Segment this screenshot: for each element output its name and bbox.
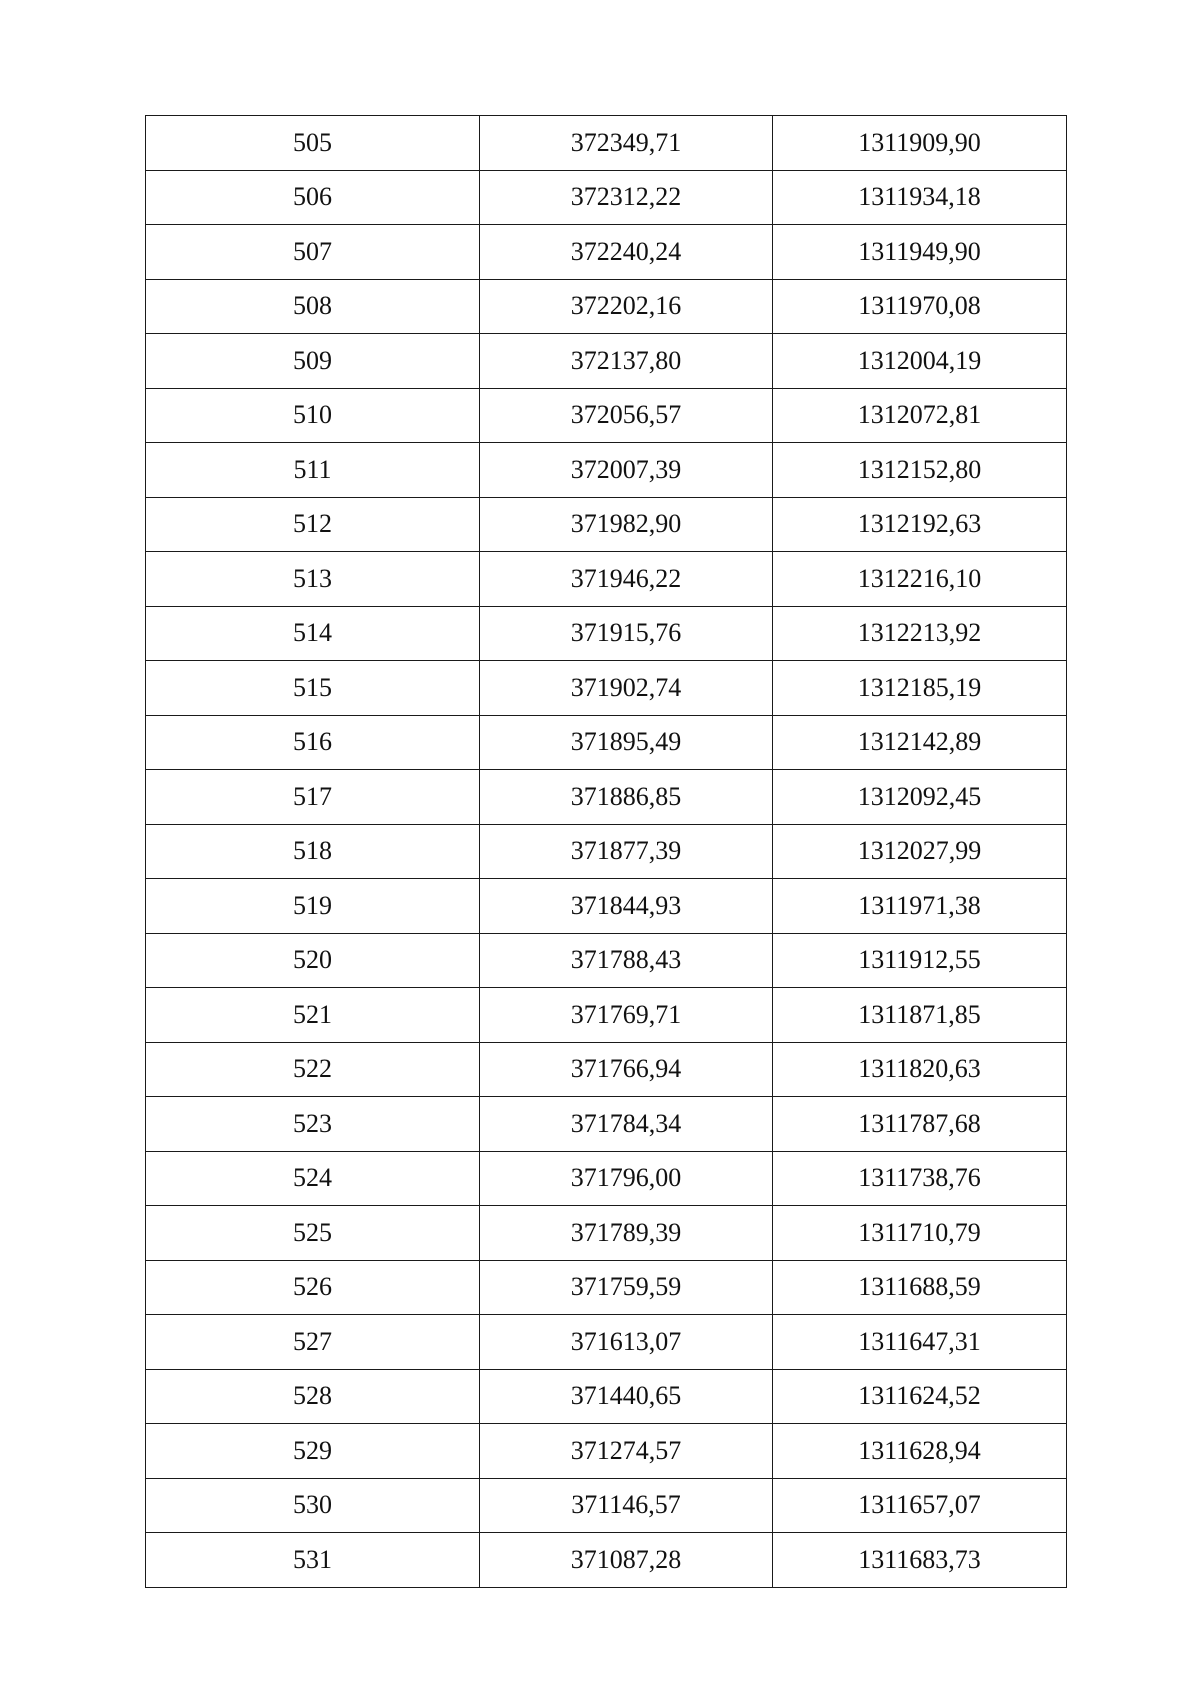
x-coordinate-cell: 372056,57 xyxy=(480,388,773,443)
table-row xyxy=(146,279,1067,334)
x-coordinate-cell: 371759,59 xyxy=(480,1260,773,1315)
y-coordinate-cell: 1311628,94 xyxy=(773,1424,1067,1479)
x-coordinate-cell: 371087,28 xyxy=(480,1533,773,1588)
x-coordinate-cell: 371784,34 xyxy=(480,1097,773,1152)
x-coordinate-cell: 371274,57 xyxy=(480,1424,773,1479)
table-row xyxy=(146,1151,1067,1206)
point-number-cell: 508 xyxy=(146,279,480,334)
point-number-cell: 524 xyxy=(146,1151,480,1206)
y-coordinate-cell: 1311970,08 xyxy=(773,279,1067,334)
x-coordinate-cell: 371789,39 xyxy=(480,1206,773,1261)
point-number-cell: 512 xyxy=(146,497,480,552)
y-coordinate-cell: 1312072,81 xyxy=(773,388,1067,443)
table-row xyxy=(146,1369,1067,1424)
table-row xyxy=(146,334,1067,389)
table-row xyxy=(146,1097,1067,1152)
x-coordinate-cell: 371886,85 xyxy=(480,770,773,825)
point-number-cell: 522 xyxy=(146,1042,480,1097)
point-number-cell: 505 xyxy=(146,116,480,171)
point-number-cell: 514 xyxy=(146,606,480,661)
table-row xyxy=(146,824,1067,879)
x-coordinate-cell: 372240,24 xyxy=(480,225,773,280)
table-row xyxy=(146,606,1067,661)
point-number-cell: 520 xyxy=(146,933,480,988)
x-coordinate-cell: 371895,49 xyxy=(480,715,773,770)
table-row xyxy=(146,1260,1067,1315)
point-number-cell: 519 xyxy=(146,879,480,934)
x-coordinate-cell: 372349,71 xyxy=(480,116,773,171)
y-coordinate-cell: 1312192,63 xyxy=(773,497,1067,552)
point-number-cell: 526 xyxy=(146,1260,480,1315)
table-row xyxy=(146,1424,1067,1479)
y-coordinate-cell: 1312216,10 xyxy=(773,552,1067,607)
y-coordinate-cell: 1311657,07 xyxy=(773,1478,1067,1533)
point-number-cell: 510 xyxy=(146,388,480,443)
y-coordinate-cell: 1312152,80 xyxy=(773,443,1067,498)
point-number-cell: 515 xyxy=(146,661,480,716)
x-coordinate-cell: 371788,43 xyxy=(480,933,773,988)
point-number-cell: 531 xyxy=(146,1533,480,1588)
table-row xyxy=(146,388,1067,443)
table-row xyxy=(146,933,1067,988)
x-coordinate-cell: 371766,94 xyxy=(480,1042,773,1097)
x-coordinate-cell: 371440,65 xyxy=(480,1369,773,1424)
y-coordinate-cell: 1311647,31 xyxy=(773,1315,1067,1370)
x-coordinate-cell: 371613,07 xyxy=(480,1315,773,1370)
point-number-cell: 528 xyxy=(146,1369,480,1424)
point-number-cell: 523 xyxy=(146,1097,480,1152)
y-coordinate-cell: 1311934,18 xyxy=(773,170,1067,225)
y-coordinate-cell: 1312027,99 xyxy=(773,824,1067,879)
point-number-cell: 527 xyxy=(146,1315,480,1370)
point-number-cell: 506 xyxy=(146,170,480,225)
y-coordinate-cell: 1312142,89 xyxy=(773,715,1067,770)
table-row xyxy=(146,770,1067,825)
x-coordinate-cell: 371982,90 xyxy=(480,497,773,552)
table-row xyxy=(146,715,1067,770)
point-number-cell: 507 xyxy=(146,225,480,280)
x-coordinate-cell: 372312,22 xyxy=(480,170,773,225)
x-coordinate-cell: 371915,76 xyxy=(480,606,773,661)
point-number-cell: 511 xyxy=(146,443,480,498)
point-number-cell: 530 xyxy=(146,1478,480,1533)
table-row xyxy=(146,443,1067,498)
y-coordinate-cell: 1312213,92 xyxy=(773,606,1067,661)
x-coordinate-cell: 371146,57 xyxy=(480,1478,773,1533)
x-coordinate-cell: 372202,16 xyxy=(480,279,773,334)
table-row xyxy=(146,879,1067,934)
point-number-cell: 525 xyxy=(146,1206,480,1261)
y-coordinate-cell: 1311787,68 xyxy=(773,1097,1067,1152)
table-row xyxy=(146,225,1067,280)
table-row xyxy=(146,116,1067,171)
x-coordinate-cell: 371844,93 xyxy=(480,879,773,934)
table-row xyxy=(146,1206,1067,1261)
y-coordinate-cell: 1311971,38 xyxy=(773,879,1067,934)
table-row xyxy=(146,170,1067,225)
x-coordinate-cell: 371769,71 xyxy=(480,988,773,1043)
y-coordinate-cell: 1311912,55 xyxy=(773,933,1067,988)
y-coordinate-cell: 1312092,45 xyxy=(773,770,1067,825)
x-coordinate-cell: 371902,74 xyxy=(480,661,773,716)
x-coordinate-cell: 372007,39 xyxy=(480,443,773,498)
table-row xyxy=(146,497,1067,552)
y-coordinate-cell: 1311710,79 xyxy=(773,1206,1067,1261)
table-row xyxy=(146,1315,1067,1370)
y-coordinate-cell: 1311909,90 xyxy=(773,116,1067,171)
point-number-cell: 517 xyxy=(146,770,480,825)
point-number-cell: 516 xyxy=(146,715,480,770)
point-number-cell: 521 xyxy=(146,988,480,1043)
table-row xyxy=(146,988,1067,1043)
y-coordinate-cell: 1311949,90 xyxy=(773,225,1067,280)
point-number-cell: 513 xyxy=(146,552,480,607)
y-coordinate-cell: 1312185,19 xyxy=(773,661,1067,716)
y-coordinate-cell: 1312004,19 xyxy=(773,334,1067,389)
point-number-cell: 509 xyxy=(146,334,480,389)
y-coordinate-cell: 1311688,59 xyxy=(773,1260,1067,1315)
table-row xyxy=(146,1042,1067,1097)
y-coordinate-cell: 1311624,52 xyxy=(773,1369,1067,1424)
table-row xyxy=(146,1533,1067,1588)
coordinates-table xyxy=(145,115,1067,1588)
x-coordinate-cell: 371877,39 xyxy=(480,824,773,879)
table-row xyxy=(146,1478,1067,1533)
coordinates-table-body xyxy=(146,116,1067,1588)
y-coordinate-cell: 1311683,73 xyxy=(773,1533,1067,1588)
point-number-cell: 518 xyxy=(146,824,480,879)
x-coordinate-cell: 371946,22 xyxy=(480,552,773,607)
y-coordinate-cell: 1311738,76 xyxy=(773,1151,1067,1206)
x-coordinate-cell: 372137,80 xyxy=(480,334,773,389)
table-row xyxy=(146,661,1067,716)
y-coordinate-cell: 1311871,85 xyxy=(773,988,1067,1043)
y-coordinate-cell: 1311820,63 xyxy=(773,1042,1067,1097)
table-row xyxy=(146,552,1067,607)
x-coordinate-cell: 371796,00 xyxy=(480,1151,773,1206)
point-number-cell: 529 xyxy=(146,1424,480,1479)
